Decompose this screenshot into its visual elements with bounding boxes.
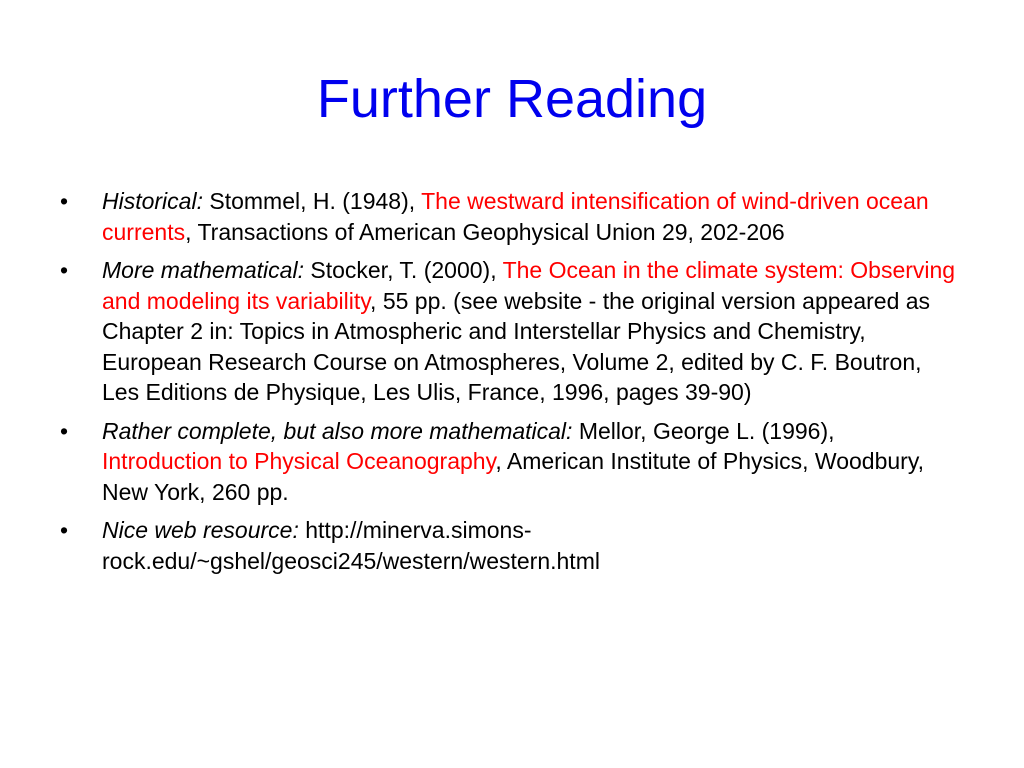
item-citation: Stocker, T. (2000), — [303, 257, 503, 283]
list-item-historical — [60, 186, 960, 247]
list-item-rather-complete — [60, 416, 960, 508]
item-lead: More mathematical: — [102, 257, 304, 283]
item-citation: Mellor, George L. (1996), — [572, 417, 835, 444]
item-source: , American Institute of Physics, Woodbury, New York, 260 pp. — [102, 448, 925, 505]
item-ref-title: Introduction to Physical Oceanography — [102, 448, 496, 474]
list-item-more-mathematical — [60, 255, 960, 408]
bullet-icon: • — [60, 517, 69, 543]
reading-list — [60, 186, 960, 584]
bullet-icon: • — [60, 257, 69, 283]
bullet-icon: • — [60, 417, 69, 444]
item-citation: Stommel, H. (1948), — [202, 188, 422, 214]
slide-title: Further Reading — [316, 69, 708, 129]
item-lead: Rather complete, but also more mathematical: — [102, 417, 573, 444]
web-resource-link[interactable]: http://minerva.simons-rock.edu/~gshel/geosci245/western/western.html — [102, 517, 600, 574]
item-ref-title: The Ocean in the climate system: Observing and modeling its variability — [102, 257, 956, 314]
bullet-icon: • — [60, 188, 69, 214]
item-ref-title: The westward intensification of wind-driven ocean currents — [102, 188, 929, 245]
item-source: , Transactions of American Geophysical Union 29, 202-206 — [185, 218, 785, 245]
item-lead: Nice web resource: — [102, 517, 299, 543]
item-source: , 55 pp. (see website - the original version appeared as Chapter 2 in: Topics in Atmospheric and Interstellar Physics and Chemistry, European Research Course on Atmospheres, Volume 2, edited by C. F. Boutron, Les Editions de Physique, Les Ulis, France, 1996, pages 39-90) — [102, 287, 931, 405]
list-item-web-resource — [60, 515, 960, 576]
item-lead: Historical: — [102, 188, 203, 214]
